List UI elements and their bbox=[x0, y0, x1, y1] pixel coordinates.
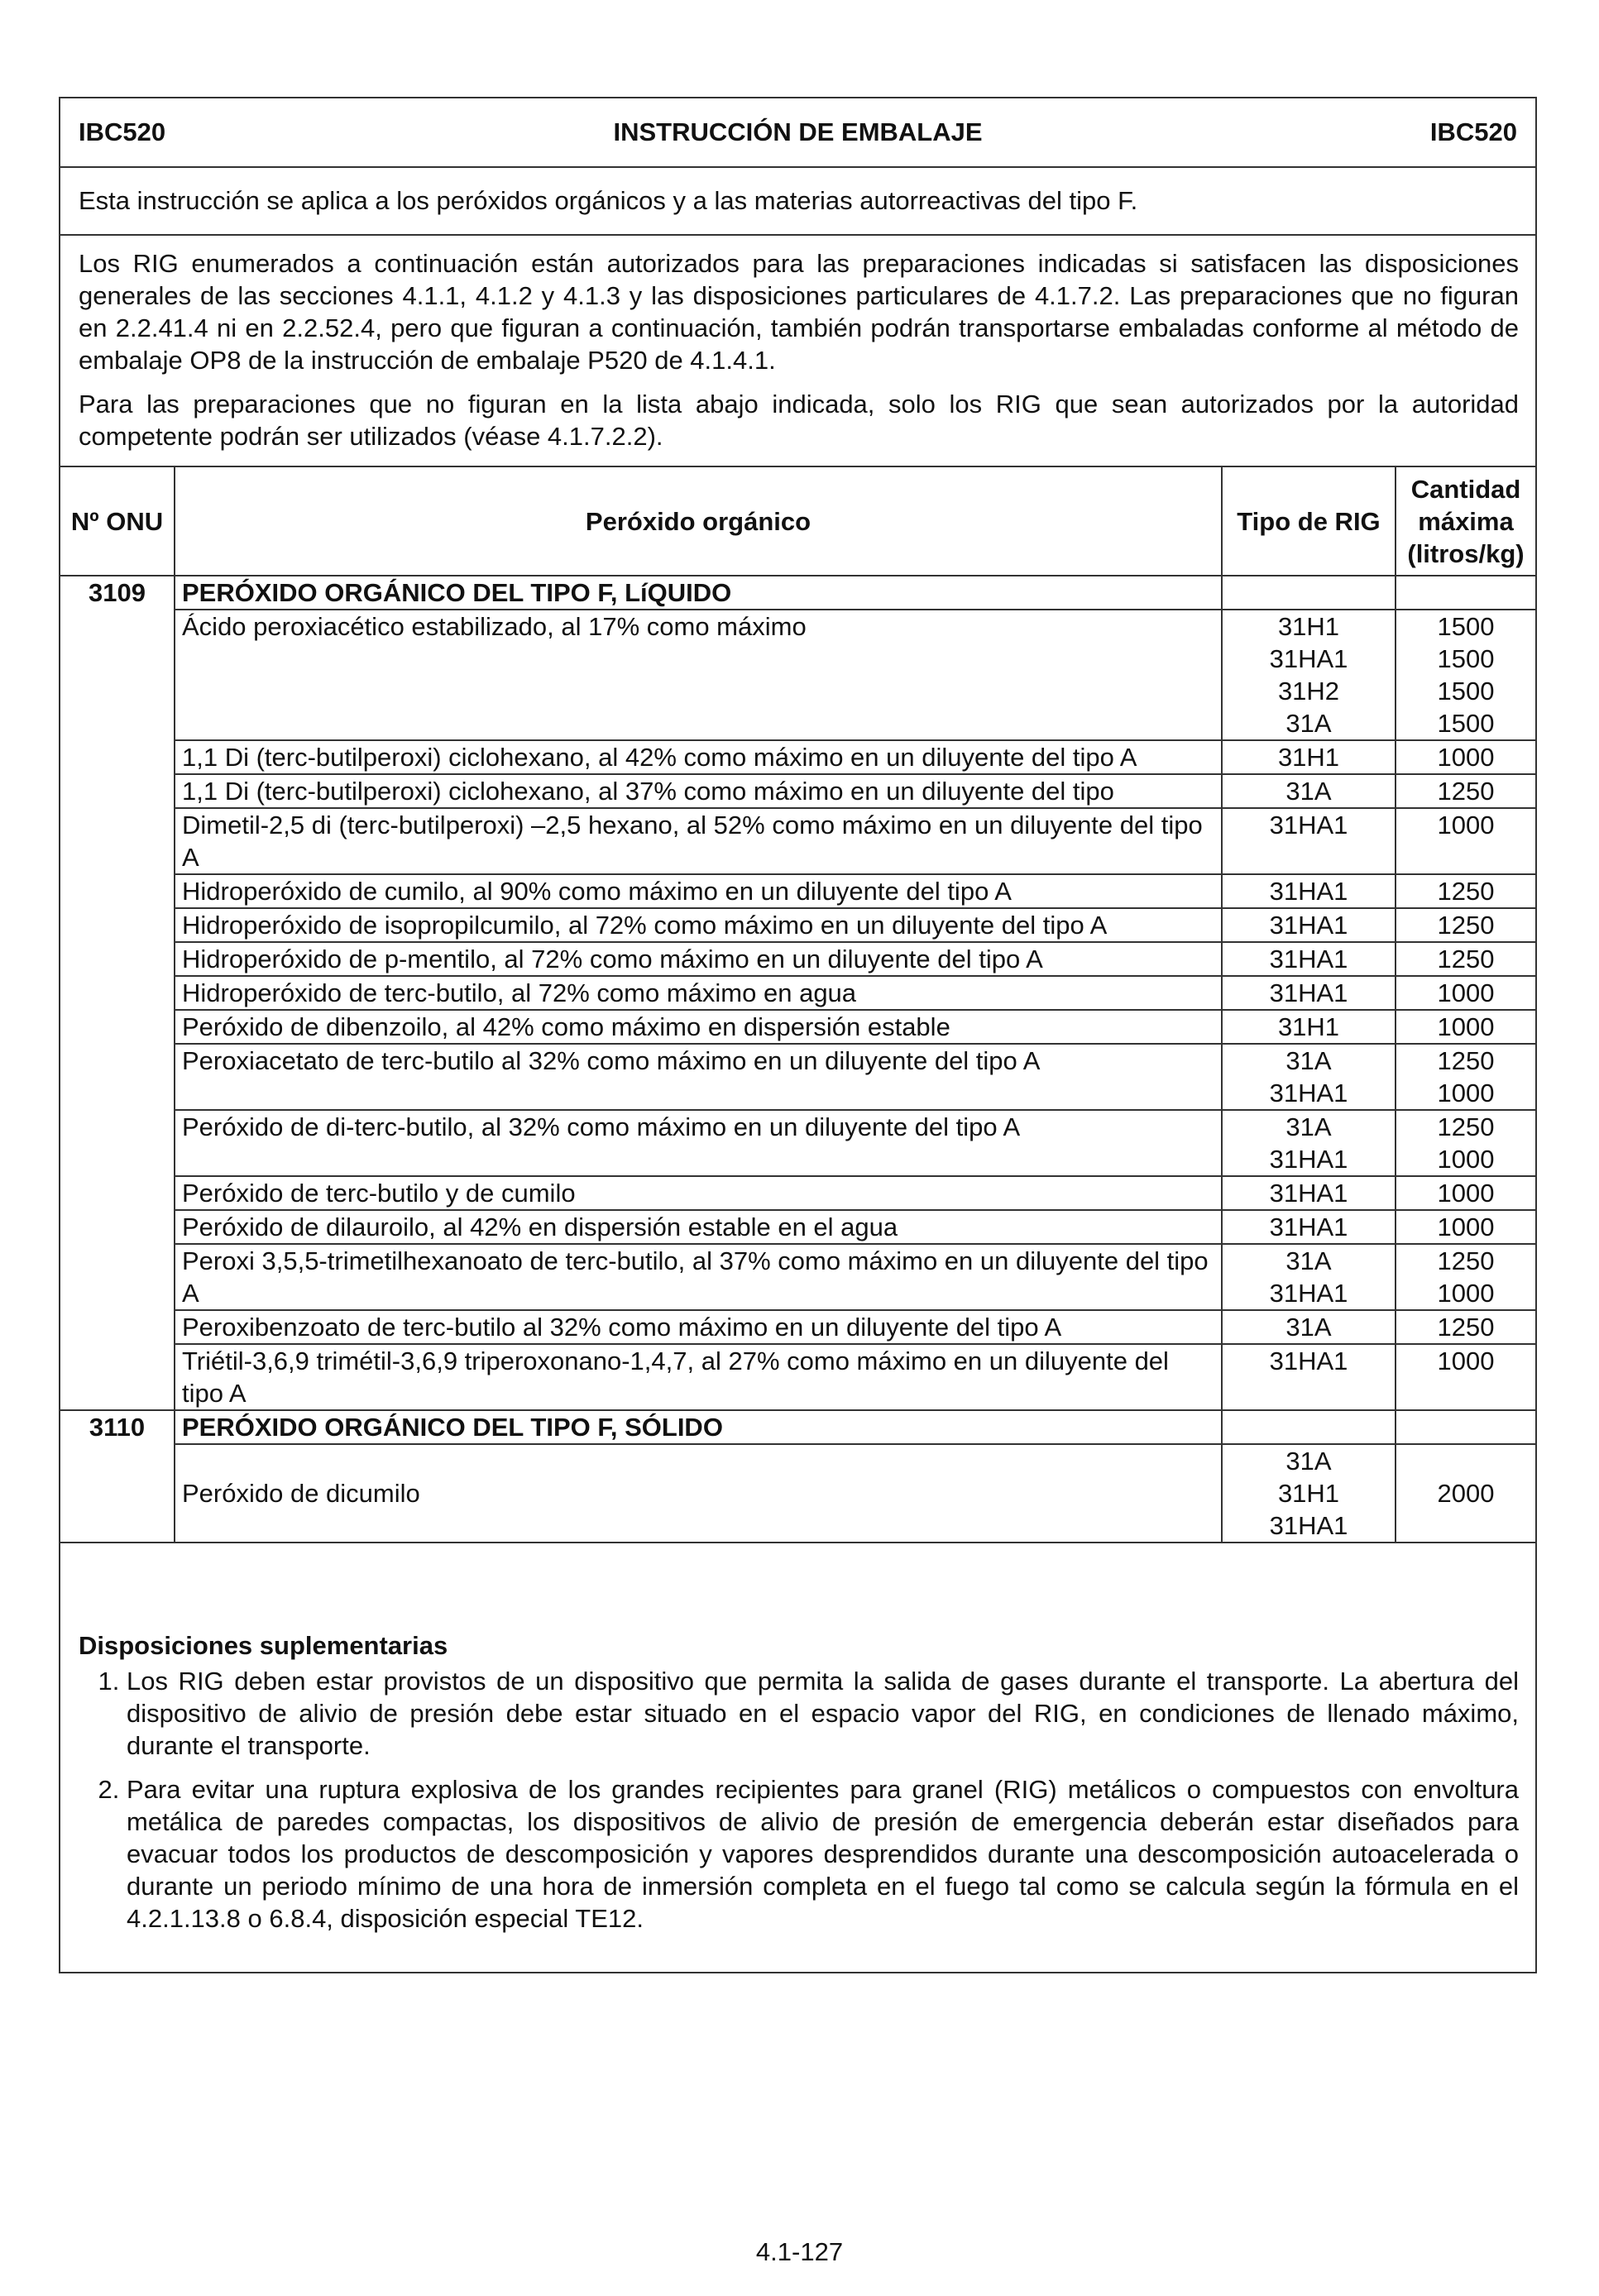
max-quantity-cell bbox=[1396, 576, 1535, 610]
table-row bbox=[60, 1010, 1535, 1044]
max-quantity-cell: 1250 bbox=[1396, 874, 1535, 908]
intro-text bbox=[79, 247, 1519, 452]
peroxide-name-cell: Hidroperóxido de p-mentilo, al 72% como máximo en un diluyente del tipo A bbox=[175, 942, 1222, 976]
max-quantity-cell: 1250 bbox=[1396, 774, 1535, 808]
header-title: INSTRUCCIÓN DE EMBALAJE bbox=[613, 117, 983, 146]
un-number-cell bbox=[60, 808, 175, 874]
scope-statement: Esta instrucción se aplica a los peróxidos orgánicos y a las materias autorreactivas del tipo F. bbox=[60, 168, 1535, 236]
peroxide-name-cell: Peroxi 3,5,5-trimetilhexanoato de terc-butilo, al 37% como máximo en un diluyente del tipo A bbox=[175, 1244, 1222, 1310]
page-number: 4.1-127 bbox=[755, 2237, 844, 2266]
intro-paragraph-1: Los RIG enumerados a continuación están autorizados para las preparaciones indicadas si satisfacen las disposiciones generales de las secciones 4.1.1, 4.1.2 y 4.1.3 y las disposiciones particulares de 4.1.7.2. Las preparaciones que no figuran en 2.2.41.4 ni en 2.2.52.4, pero que figuran a continuación, también podrán transportarse embaladas conforme al método de embalaje OP8 de la instrucción de embalaje P520 de 4.1.4.1. bbox=[79, 249, 1519, 375]
un-number-cell bbox=[60, 1176, 175, 1210]
supplementary-item: 2. Para evitar una ruptura explosiva de los grandes recipientes para granel (RIG) metálicos o compuestos con envoltura metálica de paredes compactas, los dispositivos de alivio de presión de emergencia deberán estar diseñados para evacuar todos los productos de descomposición y vapores desprendidos durante una descomposición autoacelerada o durante un periodo mínimo de una hora de inmersión completa en el fuego tal como se calcula según la fórmula en el 4.2.1.13.8 o 6.8.4, disposición especial TE12. bbox=[127, 1773, 1519, 1935]
max-quantity-cell: 1250 1000 bbox=[1396, 1110, 1535, 1176]
header-code-right: IBC520 bbox=[1429, 117, 1517, 146]
peroxide-table bbox=[60, 466, 1535, 1543]
max-quantity-cell: 1000 bbox=[1396, 1176, 1535, 1210]
max-quantity-cell bbox=[1396, 1410, 1535, 1444]
peroxide-name-cell: PERÓXIDO ORGÁNICO DEL TIPO F, SÓLIDO bbox=[175, 1410, 1222, 1444]
rig-type-cell: 31A bbox=[1222, 774, 1396, 808]
un-number-cell bbox=[60, 942, 175, 976]
table-row bbox=[60, 1044, 1535, 1110]
max-quantity-cell: 1000 bbox=[1396, 1344, 1535, 1410]
instruction-header bbox=[60, 98, 1535, 168]
un-number-cell: 3109 bbox=[60, 576, 175, 610]
table-row bbox=[60, 908, 1535, 942]
max-quantity-cell: 1000 bbox=[1396, 808, 1535, 874]
peroxide-table-body bbox=[60, 576, 1535, 1543]
max-quantity-cell: 1250 1000 bbox=[1396, 1044, 1535, 1110]
table-row bbox=[60, 740, 1535, 774]
table-row bbox=[60, 1210, 1535, 1244]
rig-type-cell: 31A 31HA1 bbox=[1222, 1044, 1396, 1110]
rig-type-cell bbox=[1222, 576, 1396, 610]
intro-paragraph-2: Para las preparaciones que no figuran en la lista abajo indicada, solo los RIG que sean autorizados por la autoridad competente podrán ser utilizados (véase 4.1.7.2.2). bbox=[79, 390, 1519, 451]
max-quantity-cell: 1250 1000 bbox=[1396, 1244, 1535, 1310]
max-quantity-cell: 1000 bbox=[1396, 1210, 1535, 1244]
max-quantity-cell: 2000 bbox=[1396, 1444, 1535, 1543]
rig-type-cell: 31HA1 bbox=[1222, 1176, 1396, 1210]
table-row bbox=[60, 874, 1535, 908]
un-number-cell bbox=[60, 874, 175, 908]
un-number-cell bbox=[60, 740, 175, 774]
max-quantity-cell: 1250 bbox=[1396, 1310, 1535, 1344]
rig-type-cell: 31HA1 bbox=[1222, 1210, 1396, 1244]
rig-type-cell: 31HA1 bbox=[1222, 874, 1396, 908]
peroxide-name-cell: 1,1 Di (terc-butilperoxi) ciclohexano, al 42% como máximo en un diluyente del tipo A bbox=[175, 740, 1222, 774]
table-row bbox=[60, 1444, 1535, 1543]
un-number-cell bbox=[60, 1210, 175, 1244]
table-row bbox=[60, 1244, 1535, 1310]
un-number-cell bbox=[60, 1344, 175, 1410]
table-row bbox=[60, 610, 1535, 740]
rig-type-cell: 31H1 bbox=[1222, 740, 1396, 774]
max-quantity-cell: 1000 bbox=[1396, 976, 1535, 1010]
header-max-quantity: Cantidad máxima (litros/kg) bbox=[1396, 466, 1535, 576]
peroxide-name-cell: Peróxido de di-terc-butilo, al 32% como máximo en un diluyente del tipo A bbox=[175, 1110, 1222, 1176]
rig-type-cell: 31A bbox=[1222, 1310, 1396, 1344]
table-group-row bbox=[60, 576, 1535, 610]
rig-type-cell: 31H1 31HA1 31H2 31A bbox=[1222, 610, 1396, 740]
max-quantity-cell: 1250 bbox=[1396, 908, 1535, 942]
un-number-cell bbox=[60, 1010, 175, 1044]
peroxide-name-cell: Hidroperóxido de isopropilcumilo, al 72% como máximo en un diluyente del tipo A bbox=[175, 908, 1222, 942]
table-row bbox=[60, 1176, 1535, 1210]
rig-type-cell: 31HA1 bbox=[1222, 1344, 1396, 1410]
peroxide-name-cell: Dimetil-2,5 di (terc-butilperoxi) –2,5 hexano, al 52% como máximo en un diluyente del tipo A bbox=[175, 808, 1222, 874]
header-code-left: IBC520 bbox=[79, 117, 166, 146]
un-number-cell bbox=[60, 1044, 175, 1110]
un-number-cell bbox=[60, 774, 175, 808]
max-quantity-cell: 1250 bbox=[1396, 942, 1535, 976]
header-un-number: Nº ONU bbox=[60, 466, 175, 576]
rig-type-cell: 31A 31HA1 bbox=[1222, 1110, 1396, 1176]
peroxide-name-cell: Ácido peroxiacético estabilizado, al 17% como máximo bbox=[175, 610, 1222, 740]
peroxide-name-cell: PERÓXIDO ORGÁNICO DEL TIPO F, LíQUIDO bbox=[175, 576, 1222, 610]
un-number-cell bbox=[60, 1444, 175, 1543]
table-row bbox=[60, 1110, 1535, 1176]
un-number-cell bbox=[60, 1310, 175, 1344]
header-rig-type: Tipo de RIG bbox=[1222, 466, 1396, 576]
max-quantity-cell: 1500 1500 1500 1500 bbox=[1396, 610, 1535, 740]
table-row bbox=[60, 808, 1535, 874]
un-number-cell bbox=[60, 1244, 175, 1310]
table-group-row bbox=[60, 1410, 1535, 1444]
rig-type-cell: 31A 31HA1 bbox=[1222, 1244, 1396, 1310]
peroxide-name-cell: Peróxido de dicumilo bbox=[175, 1444, 1222, 1543]
peroxide-name-cell: Peróxido de terc-butilo y de cumilo bbox=[175, 1176, 1222, 1210]
table-row bbox=[60, 976, 1535, 1010]
table-row bbox=[60, 942, 1535, 976]
rig-type-cell: 31H1 bbox=[1222, 1010, 1396, 1044]
rig-type-cell: 31HA1 bbox=[1222, 908, 1396, 942]
un-number-cell bbox=[60, 908, 175, 942]
supplementary-item: 1. Los RIG deben estar provistos de un dispositivo que permita la salida de gases durante el transporte. La abertura del dispositivo de alivio de presión debe estar situado en el espacio vapor del RIG, en condiciones de llenado máximo, durante el transporte. bbox=[127, 1665, 1519, 1762]
table-row bbox=[60, 1310, 1535, 1344]
peroxide-name-cell: Peroxibenzoato de terc-butilo al 32% como máximo en un diluyente del tipo A bbox=[175, 1310, 1222, 1344]
rig-type-cell bbox=[1222, 1410, 1396, 1444]
peroxide-name-cell: Triétil-3,6,9 trimétil-3,6,9 triperoxonano-1,4,7, al 27% como máximo en un diluyente del tipo A bbox=[175, 1344, 1222, 1410]
rig-type-cell: 31A 31H1 31HA1 bbox=[1222, 1444, 1396, 1543]
supplementary-provisions bbox=[79, 1629, 1519, 1935]
peroxide-name-cell: Peróxido de dilauroilo, al 42% en dispersión estable en el agua bbox=[175, 1210, 1222, 1244]
un-number-cell bbox=[60, 976, 175, 1010]
peroxide-name-cell: Peróxido de dibenzoilo, al 42% como máximo en dispersión estable bbox=[175, 1010, 1222, 1044]
table-row bbox=[60, 1344, 1535, 1410]
supplementary-list bbox=[79, 1665, 1519, 1935]
peroxide-name-cell: 1,1 Di (terc-butilperoxi) ciclohexano, al 37% como máximo en un diluyente del tipo bbox=[175, 774, 1222, 808]
peroxide-name-cell: Hidroperóxido de terc-butilo, al 72% como máximo en agua bbox=[175, 976, 1222, 1010]
un-number-cell bbox=[60, 610, 175, 740]
rig-type-cell: 31HA1 bbox=[1222, 976, 1396, 1010]
packing-instruction-frame bbox=[59, 97, 1537, 1973]
max-quantity-cell: 1000 bbox=[1396, 1010, 1535, 1044]
rig-type-cell: 31HA1 bbox=[1222, 808, 1396, 874]
un-number-cell: 3110 bbox=[60, 1410, 175, 1444]
supplementary-title: Disposiciones suplementarias bbox=[79, 1631, 448, 1660]
peroxide-name-cell: Hidroperóxido de cumilo, al 90% como máximo en un diluyente del tipo A bbox=[175, 874, 1222, 908]
rig-type-cell: 31HA1 bbox=[1222, 942, 1396, 976]
peroxide-name-cell: Peroxiacetato de terc-butilo al 32% como máximo en un diluyente del tipo A bbox=[175, 1044, 1222, 1110]
table-row bbox=[60, 774, 1535, 808]
un-number-cell bbox=[60, 1110, 175, 1176]
max-quantity-cell: 1000 bbox=[1396, 740, 1535, 774]
header-peroxide: Peróxido orgánico bbox=[175, 466, 1222, 576]
